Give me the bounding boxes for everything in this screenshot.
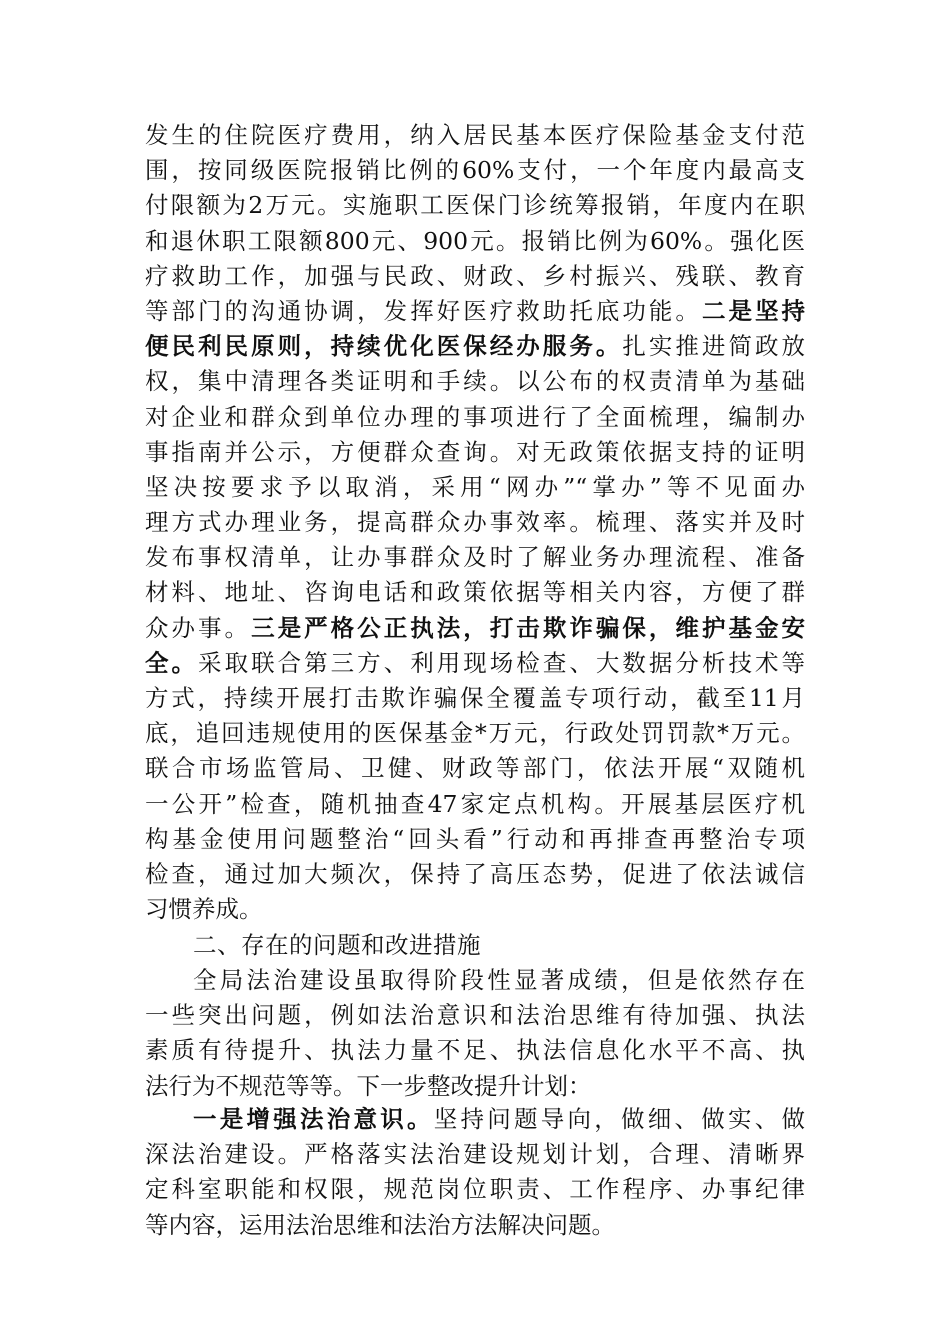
text-line xyxy=(145,1172,805,1207)
text-line xyxy=(145,1102,805,1137)
text-run: 采取联合第三方、利用现场检查、大数据分析技术等 xyxy=(198,648,806,677)
text-line xyxy=(145,892,805,927)
text-run: 事指南并公示，方便群众查询。对无政策依据支持的证明 xyxy=(145,437,805,466)
text-run: 众办事。 xyxy=(145,613,252,642)
text-run: 权，集中清理各类证明和手续。以公布的权责清单为基础 xyxy=(145,367,805,396)
text-run: 构基金使用问题整治“回头看”行动和再排查再整治专项 xyxy=(145,824,805,853)
paragraph-measures xyxy=(145,1102,805,1243)
bold-text-run: 二是坚持 xyxy=(701,296,805,325)
text-line xyxy=(145,540,805,575)
text-line xyxy=(145,435,805,470)
bold-text-run: 三是严格公正执法，打击欺诈骗保，维护基金安 xyxy=(251,613,806,642)
text-run: 坚持问题导向，做细、做实、做 xyxy=(433,1105,805,1133)
text-run: 扎实推进简政放 xyxy=(622,332,805,361)
text-run: 等内容，运用法治思维和法治方法解决问题。 xyxy=(145,1210,615,1239)
text-run: 对企业和群众到单位办理的事项进行了全面梳理，编制办 xyxy=(145,402,805,431)
text-run: 围，按同级医院报销比例的60%支付，一个年度内最高支 xyxy=(145,156,805,185)
text-line: 法行为不规范等等。下一步整改提升计划： xyxy=(145,1071,592,1100)
text-line: 一些突出问题，例如法治意识和法治思维有待加强、执法 xyxy=(145,1001,805,1030)
text-run: 付限额为2万元。实施职工医保门诊统筹报销，年度内在职 xyxy=(145,191,805,220)
text-run: 理方式办理业务，提高群众办事效率。梳理、落实并及时 xyxy=(145,508,805,537)
text-run: 方式，持续开展打击欺诈骗保全覆盖专项行动，截至11月 xyxy=(145,684,805,712)
text-run: 习惯养成。 xyxy=(145,895,263,924)
text-line xyxy=(145,1137,805,1172)
text-line xyxy=(145,505,805,540)
text-run: 深法治建设。严格落实法治建设规划计划，合理、清晰界 xyxy=(145,1140,805,1169)
text-line xyxy=(145,646,805,681)
text-line xyxy=(145,364,805,399)
text-line xyxy=(145,611,805,646)
text-line xyxy=(145,822,805,857)
paragraph-achievements xyxy=(145,118,805,927)
text-line xyxy=(145,329,805,364)
text-run: 发生的住院医疗费用，纳入居民基本医疗保险基金支付范 xyxy=(145,121,805,149)
text-line xyxy=(145,470,805,505)
text-line xyxy=(145,294,805,329)
text-run: 底，追回违规使用的医保基金*万元，行政处罚罚款*万元。 xyxy=(145,719,805,748)
text-run: 联合市场监管局、卫健、财政等部门，依法开展“双随机 xyxy=(145,754,805,783)
bold-text-run: 全。 xyxy=(145,648,199,677)
text-line xyxy=(145,681,805,716)
text-run: 等部门的沟通协调，发挥好医疗救助托底功能。 xyxy=(145,296,702,325)
text-run: 定科室职能和权限，规范岗位职责、工作程序、办事纪律 xyxy=(145,1175,805,1204)
text-run: 一公开”检查，随机抽查47家定点机构。开展基层医疗机 xyxy=(145,789,805,818)
text-line xyxy=(145,259,805,294)
text-line xyxy=(145,1208,805,1243)
text-line xyxy=(145,400,805,435)
text-line xyxy=(145,118,805,153)
text-line xyxy=(145,857,805,892)
text-run: 坚决按要求予以取消，采用“网办”“掌办”等不见面办 xyxy=(145,472,805,501)
text-line xyxy=(145,575,805,610)
text-line xyxy=(145,188,805,223)
text-line xyxy=(145,224,805,259)
text-run: 检查，通过加大频次，保持了高压态势，促进了依法诚信 xyxy=(145,859,805,888)
text-run: 发布事权清单，让办事群众及时了解业务办理流程、准备 xyxy=(145,543,805,572)
section-heading-block xyxy=(145,928,805,963)
text-line xyxy=(145,716,805,751)
paragraph-problems xyxy=(145,963,805,1104)
bold-text-run: 一是增强法治意识。 xyxy=(193,1105,434,1133)
text-line: 全局法治建设虽取得阶段性显著成绩，但是依然存在 xyxy=(193,966,805,994)
bold-text-run: 便民利民原则，持续优化医保经办服务。 xyxy=(145,332,623,361)
section-heading: 二、存在的问题和改进措施 xyxy=(193,931,481,959)
text-line xyxy=(145,787,805,822)
text-line xyxy=(145,153,805,188)
text-run: 疗救助工作，加强与民政、财政、乡村振兴、残联、教育 xyxy=(145,261,805,290)
text-line xyxy=(145,751,805,786)
text-run: 和退休职工限额800元、900元。报销比例为60%。强化医 xyxy=(145,226,805,255)
text-line: 素质有待提升、执法力量不足、执法信息化水平不高、执 xyxy=(145,1036,805,1065)
text-run: 材料、地址、咨询电话和政策依据等相关内容，方便了群 xyxy=(145,578,805,607)
